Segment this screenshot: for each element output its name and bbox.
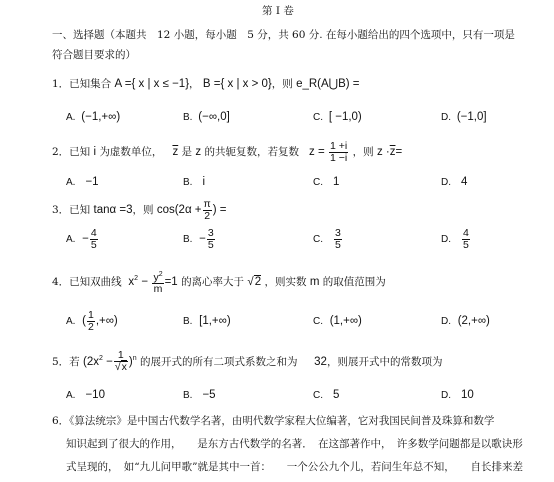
q4-option-a-close: ,+∞) <box>95 315 118 327</box>
q3-text-1: ，则 <box>132 204 154 216</box>
q2-prefix: 2．已知 <box>52 146 91 158</box>
q3-expr-pre: cos(2α + <box>156 204 202 216</box>
q5-text-2: ，则展开式中的常数项为 <box>326 355 443 368</box>
section-heading-line2: 符合题目要求的） <box>52 49 136 61</box>
q4-y: y <box>153 271 159 284</box>
q2-option-d-text: 4 <box>461 176 468 188</box>
q2-fraction-den: 1 −i <box>330 151 348 164</box>
q5-option-b-text: −5 <box>202 389 216 401</box>
q3-fraction <box>203 199 212 222</box>
q2-text-4: ，则 <box>352 146 374 158</box>
q4-text-3: 的取值范围为 <box>322 275 386 288</box>
q4-option-d <box>441 308 490 335</box>
q4-eq1: =1 <box>164 275 178 288</box>
q2-i: i <box>93 146 97 158</box>
q2-option-a-label: A. <box>66 177 76 188</box>
q5-option-c-text: 5 <box>333 389 340 401</box>
q5-option-b-label: B. <box>183 390 193 401</box>
q1-expression: e_R(A⋃B) = <box>296 78 360 90</box>
q4-option-c-text: (1,+∞) <box>329 315 362 327</box>
q4-option-c <box>313 308 362 335</box>
q3-option-c-label: C. <box>313 234 323 245</box>
q4-option-b <box>183 308 231 335</box>
q2-z-eq: z = <box>309 146 325 158</box>
q3-expr-post: ) = <box>212 204 227 216</box>
q3-fraction-den: 2 <box>204 209 211 222</box>
q1-option-c-text: [ −1,0) <box>328 111 362 123</box>
q5-option-c-label: C. <box>313 390 323 401</box>
q3-fraction-num: π <box>203 197 211 210</box>
q5-option-b <box>183 388 216 403</box>
q3-option-d-label: D. <box>441 234 451 245</box>
q4-option-a-open: ( <box>82 315 86 327</box>
q5-frac-den: √x <box>114 361 127 374</box>
question-6-line2: 知识起到了很大的作用， 是东方古代数学的名著． 在这部著作中， 许多数学问题都是以歌诀形 <box>66 438 523 450</box>
q3-option-d-den: 5 <box>463 238 469 251</box>
q5-expr-pre: (2x <box>83 355 100 368</box>
q5-value: 32 <box>314 355 327 368</box>
question-5-stem <box>52 346 442 375</box>
q4-option-d-label: D. <box>441 316 451 327</box>
q2-z: z <box>195 146 202 158</box>
q4-x-squared <box>128 276 138 288</box>
q2-text-1: 为虚数单位， <box>99 146 163 158</box>
paper-title: 第 I 卷 <box>262 5 294 17</box>
q5-option-a-text: −10 <box>85 389 105 401</box>
q4-text-2: ，则实数 <box>264 275 307 288</box>
q4-x: x <box>128 275 135 288</box>
q1-option-d-text: (−1,0] <box>456 111 487 123</box>
q4-root: √2 <box>247 275 262 288</box>
q2-fraction <box>329 141 348 164</box>
q5-option-a <box>66 388 105 403</box>
q2-option-d <box>441 175 467 190</box>
q4-option-a-den: 2 <box>87 320 94 333</box>
q2-expr-end: = <box>395 146 403 158</box>
q4-x-exp: 2 <box>134 275 139 282</box>
q4-option-a-label: A. <box>66 316 76 327</box>
q5-expr-exp: 2 <box>99 355 103 362</box>
q3-option-a-label: A. <box>66 234 76 245</box>
q2-text-3: 的共轭复数，若复数 <box>204 146 299 158</box>
q1-option-c-label: C. <box>313 112 323 123</box>
q4-option-d-text: (2,+∞) <box>457 315 490 327</box>
q3-option-d <box>441 227 471 252</box>
q2-expr: z · <box>376 146 390 158</box>
q2-option-b-label: B. <box>183 177 193 188</box>
q3-option-d-num: 4 <box>463 226 469 239</box>
q5-option-c <box>313 388 339 403</box>
q5-option-d-text: 10 <box>461 389 474 401</box>
q2-fraction-num: 1 +i <box>330 139 348 152</box>
q3-option-d-frac <box>462 228 470 251</box>
q4-option-a-frac <box>87 310 95 333</box>
q4-option-a-num: 1 <box>87 308 94 321</box>
q4-y-fraction <box>152 269 163 296</box>
q5-expr <box>83 356 113 368</box>
q4-y-exp: 2 <box>158 270 163 278</box>
q1-then: ，则 <box>271 78 293 90</box>
q4-text-1: 的离心率大于 <box>181 275 245 288</box>
q5-option-d <box>441 388 474 403</box>
q1-prefix: 1．已知集合 <box>52 78 112 90</box>
q3-option-c <box>313 227 343 252</box>
q5-option-d-label: D. <box>441 390 451 401</box>
question-6-line3: 式呈现的， 如“九儿问甲歌”就是其中一首： 一个公公九个儿，若问生年总不知， 自长排来差 <box>66 461 523 473</box>
q1-option-a <box>66 110 120 125</box>
q2-zbar: $\overline{z}$ <box>172 146 179 158</box>
q4-prefix: 4．已知双曲线 <box>52 275 122 288</box>
q1-set-b: B ={ x | x > 0} <box>202 78 272 90</box>
q5-text-1: 的展开式的所有二项式系数之和为 <box>139 355 298 368</box>
q3-option-c-den: 5 <box>335 238 341 251</box>
q1-option-a-text: (−1,+∞) <box>81 111 121 123</box>
q4-option-a <box>66 308 118 335</box>
q3-given: tanα =3 <box>93 204 133 216</box>
q1-option-d-label: D. <box>441 112 451 123</box>
q2-option-c <box>313 175 339 190</box>
question-2-stem <box>52 140 402 164</box>
q1-option-d <box>441 110 487 125</box>
q2-option-c-label: C. <box>313 177 323 188</box>
q4-y-num <box>152 269 163 285</box>
q3-option-a-frac <box>90 228 98 251</box>
q5-frac-den-x: x <box>121 361 127 374</box>
q2-option-a-text: −1 <box>85 176 99 188</box>
q4-minus: − <box>141 275 149 288</box>
q5-n: n <box>132 355 137 362</box>
question-4-stem <box>52 266 386 295</box>
q1-option-a-label: A. <box>66 112 76 123</box>
q5-option-a-label: A. <box>66 390 76 401</box>
q5-prefix: 5．若 <box>52 355 80 368</box>
q5-frac-num: 1 <box>114 350 128 362</box>
q1-set-a: A ={ x | x ≤ −1} <box>114 78 190 90</box>
q2-option-c-text: 1 <box>333 176 340 188</box>
q1-option-b-label: B. <box>183 112 193 123</box>
q3-option-b-frac <box>207 228 215 251</box>
q4-m-den: m <box>153 283 163 296</box>
q1-option-b-text: (−∞,0] <box>198 111 230 123</box>
q1-sep: ， <box>189 78 200 90</box>
question-6-line1: 6．《算法统宗》是中国古代数学名著，由明代数学家程大位编著，它对我国民间普及珠算和数学 <box>52 415 495 427</box>
q3-prefix: 3．已知 <box>52 204 91 216</box>
q4-option-b-label: B. <box>183 316 193 327</box>
q3-option-a <box>66 227 99 252</box>
q2-option-b-text: i <box>202 176 206 188</box>
q3-option-b-num: 3 <box>207 226 214 239</box>
q1-option-c <box>313 110 362 125</box>
q3-option-b-label: B. <box>183 234 193 245</box>
q4-option-c-label: C. <box>313 316 323 327</box>
q4-m: m <box>309 275 320 288</box>
q2-option-a <box>66 175 99 190</box>
q5-minus: − <box>102 355 113 368</box>
q2-option-b <box>183 175 205 190</box>
q2-text-2: 是 <box>181 146 193 158</box>
question-1-stem <box>52 77 360 91</box>
q2-expr-zbar: $\overline{z}$ <box>389 146 396 158</box>
section-heading-line1: 一、选择题（本题共 12 小题，每小题 5 分，共 60 分. 在每小题给出的四个选项中，只有一项是 <box>52 29 515 41</box>
q3-option-b-sign: − <box>199 233 206 245</box>
q5-fraction <box>114 350 128 373</box>
q3-option-b <box>183 227 216 252</box>
q3-option-c-num: 3 <box>335 226 341 239</box>
q3-option-a-sign: − <box>82 233 89 245</box>
q1-option-b <box>183 110 230 125</box>
q5-close: )$^n$ <box>128 355 137 368</box>
q4-root-value: 2 <box>254 275 262 288</box>
q3-option-a-den: 5 <box>90 238 97 251</box>
q3-option-c-frac <box>334 228 342 251</box>
q2-option-d-label: D. <box>441 177 451 188</box>
question-3-stem <box>52 198 227 222</box>
q3-option-a-num: 4 <box>90 226 97 239</box>
q4-option-b-text: [1,+∞) <box>199 315 231 327</box>
q3-option-b-den: 5 <box>207 238 214 251</box>
